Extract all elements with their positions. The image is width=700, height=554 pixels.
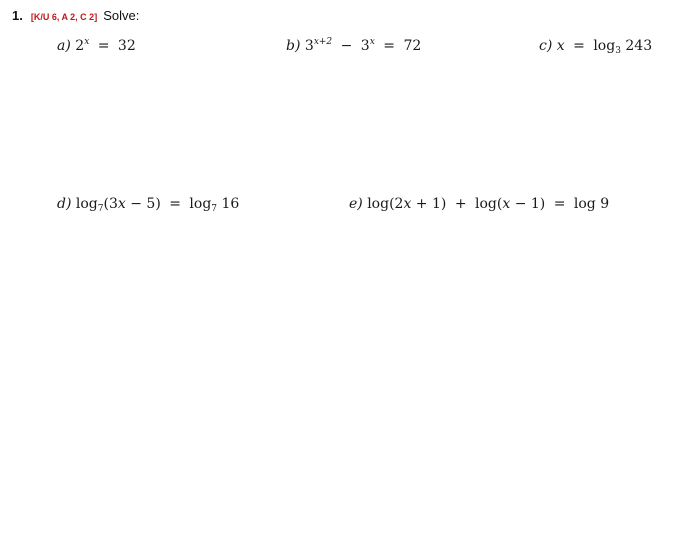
problem-e-log1: log bbox=[367, 196, 390, 212]
problem-c-arg: 243 bbox=[625, 38, 653, 54]
problem-e-arg1-close: + 1) bbox=[411, 196, 447, 212]
problem-c-log: log bbox=[593, 38, 616, 54]
marks-breakdown: [K/U 6, A 2, C 2] bbox=[30, 12, 98, 22]
problem-d-log1-base: 7 bbox=[97, 204, 104, 214]
problem-a-equals: = bbox=[97, 38, 110, 54]
question-header bbox=[12, 8, 139, 28]
problem-b-minus: − bbox=[340, 38, 353, 54]
problem-c-equals: = bbox=[573, 38, 585, 54]
problem-d-arg2: 16 bbox=[221, 196, 240, 212]
problem-b-rhs: 72 bbox=[403, 38, 422, 54]
problem-b-equals: = bbox=[383, 38, 395, 54]
problem-e-arg2-close: − 1) bbox=[510, 196, 546, 212]
problem-e-log3: log bbox=[573, 196, 596, 212]
problem-e-arg1-open: (2 bbox=[389, 196, 404, 212]
problem-b-exponent2: x bbox=[369, 37, 375, 47]
problem-a-base: 2 bbox=[75, 38, 85, 54]
problem-b bbox=[286, 38, 421, 54]
question-number: 1. bbox=[12, 8, 23, 23]
problem-d-arg-var: x bbox=[117, 196, 126, 212]
problem-d-arg-open: (3 bbox=[103, 196, 118, 212]
problem-b-base1: 3 bbox=[304, 38, 314, 54]
problem-b-exponent1: x+2 bbox=[313, 37, 333, 47]
problem-e-equals: = bbox=[553, 196, 566, 212]
problem-e-label: e) bbox=[349, 196, 363, 212]
problem-c-label: c) bbox=[539, 38, 553, 54]
problem-d-log2: log bbox=[189, 196, 212, 212]
problem-d-arg-close: − 5) bbox=[125, 196, 161, 212]
question-instruction: Solve: bbox=[103, 8, 140, 23]
problem-e-arg2-open: ( bbox=[496, 196, 503, 212]
problem-a bbox=[57, 38, 136, 54]
problem-e-log2: log bbox=[475, 196, 497, 212]
problem-d-equals: = bbox=[169, 196, 181, 212]
problem-c bbox=[539, 38, 652, 54]
problem-d-log2-base: 7 bbox=[211, 204, 218, 214]
problem-a-label: a) bbox=[57, 38, 71, 54]
problem-e-arg1-var: x bbox=[403, 196, 412, 212]
problem-e-plus: + bbox=[454, 196, 467, 212]
problem-e-arg3: 9 bbox=[600, 196, 610, 212]
problem-a-exponent: x bbox=[84, 37, 90, 47]
problem-b-label: b) bbox=[286, 38, 301, 54]
problem-c-var: x bbox=[556, 38, 565, 54]
problem-b-base2: 3 bbox=[360, 38, 370, 54]
problem-c-log-base: 3 bbox=[615, 46, 621, 56]
problem-e-arg2-var: x bbox=[502, 196, 511, 212]
problem-d bbox=[57, 196, 239, 212]
problem-e bbox=[349, 196, 609, 212]
problem-d-label: d) bbox=[57, 196, 72, 212]
problem-a-rhs: 32 bbox=[117, 38, 136, 54]
problem-d-log1: log bbox=[75, 196, 98, 212]
